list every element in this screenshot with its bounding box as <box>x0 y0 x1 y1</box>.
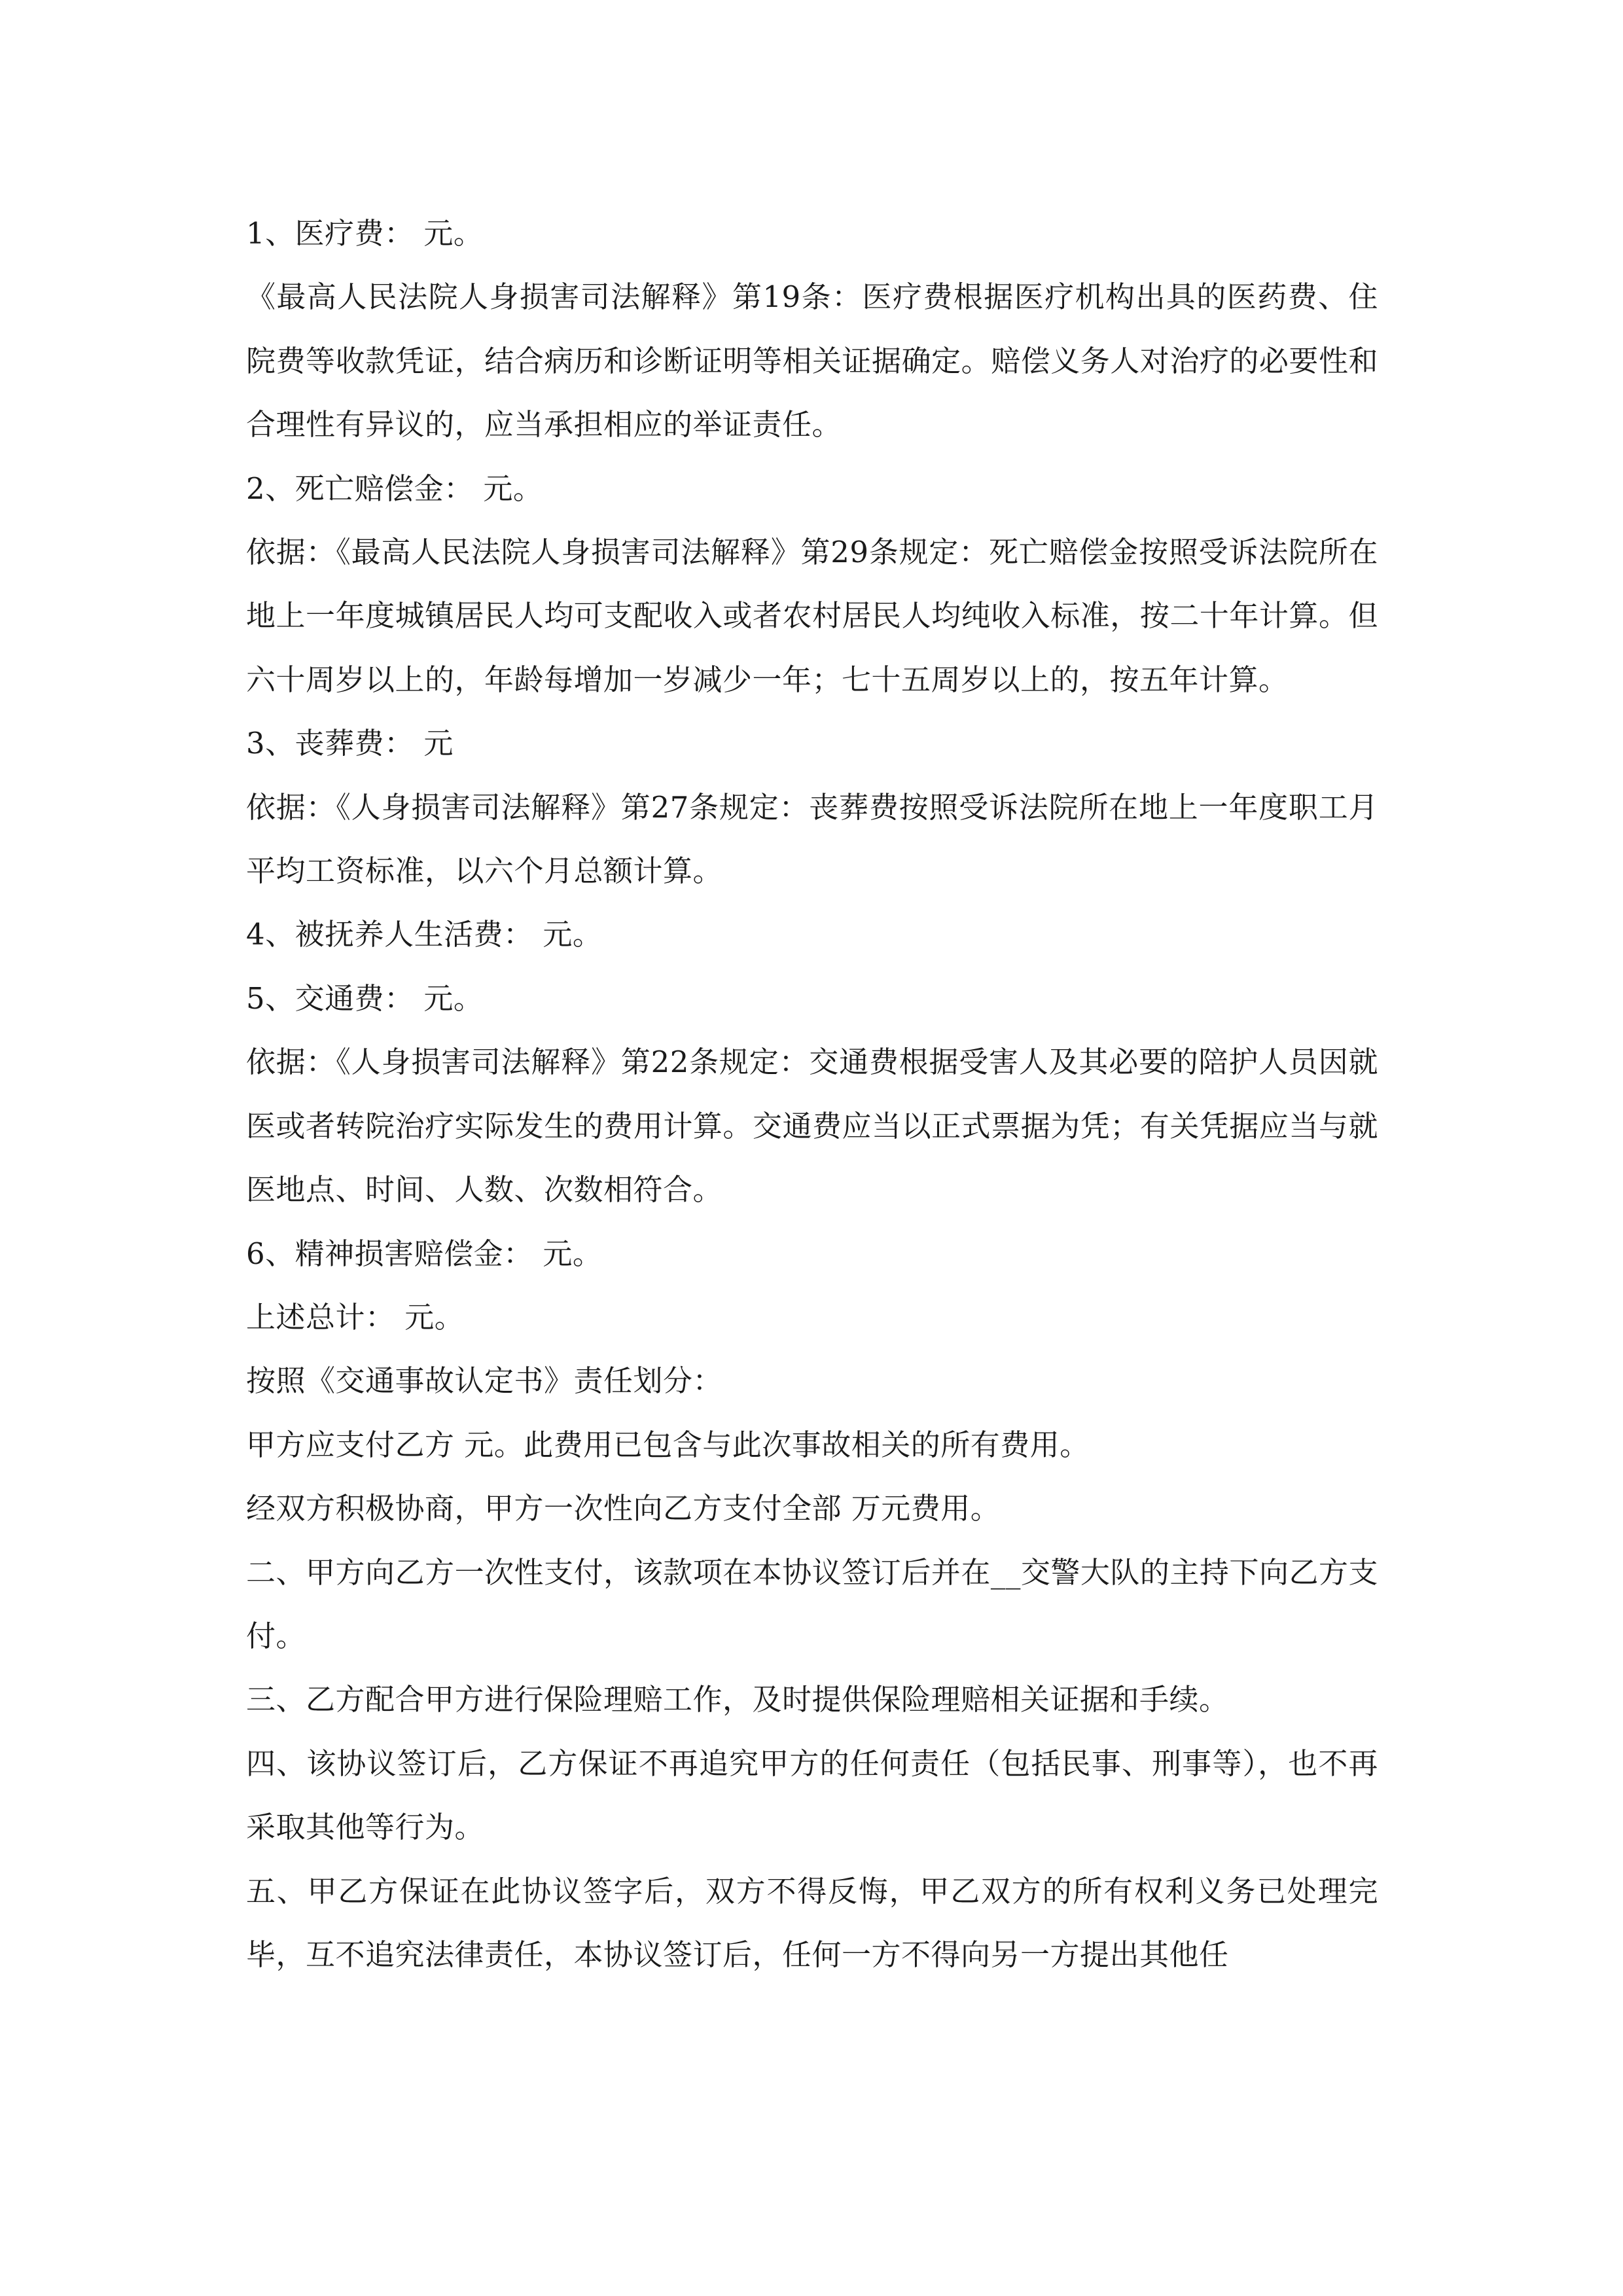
item-medical-fee: 1、医疗费： 元。 <box>246 216 484 251</box>
item-funeral-fee: 3、丧葬费： 元 <box>246 726 454 761</box>
clause-two: 二、甲方向乙方一次性支付，该款项在本协议签订后并在__交警大队的主持下向乙方支付。 <box>246 1554 1378 1653</box>
negotiated-payment: 经双方积极协商，甲方一次性向乙方支付全部 万元费用。 <box>246 1491 1001 1526</box>
total-amount: 上述总计： 元。 <box>246 1299 465 1335</box>
clause-four: 四、该协议签订后，乙方保证不再追究甲方的任何责任（包括民事、刑事等），也不再采取其他等行为。 <box>246 1746 1378 1845</box>
item-dependent-living-fee: 4、被抚养人生活费： 元。 <box>246 917 603 952</box>
clause-five: 五、甲乙方保证在此协议签字后，双方不得反悔，甲乙双方的所有权利义务已处理完毕，互不追究法律责任，本协议签订后，任何一方不得向另一方提出其他任 <box>246 1873 1378 1972</box>
basis-transport-fee: 依据：《人身损害司法解释》第22条规定：交通费根据受害人及其必要的陪护人员因就医或者转院治疗实际发生的费用计算。交通费应当以正式票据为凭；有关凭据应当与就医地点、时间、人数、次数相符合。 <box>246 1045 1378 1208</box>
liability-division: 按照《交通事故认定书》责任划分： <box>246 1363 723 1399</box>
item-death-compensation: 2、死亡赔偿金： 元。 <box>246 471 543 506</box>
party-a-payable: 甲方应支付乙方 元。此费用已包含与此次事故相关的所有费用。 <box>246 1427 1090 1462</box>
item-mental-damage: 6、精神损害赔偿金： 元。 <box>246 1236 603 1271</box>
basis-funeral-fee: 依据：《人身损害司法解释》第27条规定：丧葬费按照受诉法院所在地上一年度职工月平均工资标准，以六个月总额计算。 <box>246 789 1378 889</box>
basis-death-compensation: 依据：《最高人民法院人身损害司法解释》第29条规定：死亡赔偿金按照受诉法院所在地上一年度城镇居民人均可支配收入或者农村居民人均纯收入标准，按二十年计算。但六十周岁以上的，年龄每增加一岁减少一年；七十五周岁以上的，按五年计算。 <box>246 535 1378 697</box>
basis-medical-fee: 《最高人民法院人身损害司法解释》第19条：医疗费根据医疗机构出具的医药费、住院费等收款凭证，结合病历和诊断证明等相关证据确定。赔偿义务人对治疗的必要性和合理性有异议的，应当承担相应的举证责任。 <box>246 279 1378 442</box>
item-transport-fee: 5、交通费： 元。 <box>246 980 484 1016</box>
clause-three: 三、乙方配合甲方进行保险理赔工作，及时提供保险理赔相关证据和手续。 <box>246 1682 1229 1717</box>
document-body <box>246 202 1378 1986</box>
